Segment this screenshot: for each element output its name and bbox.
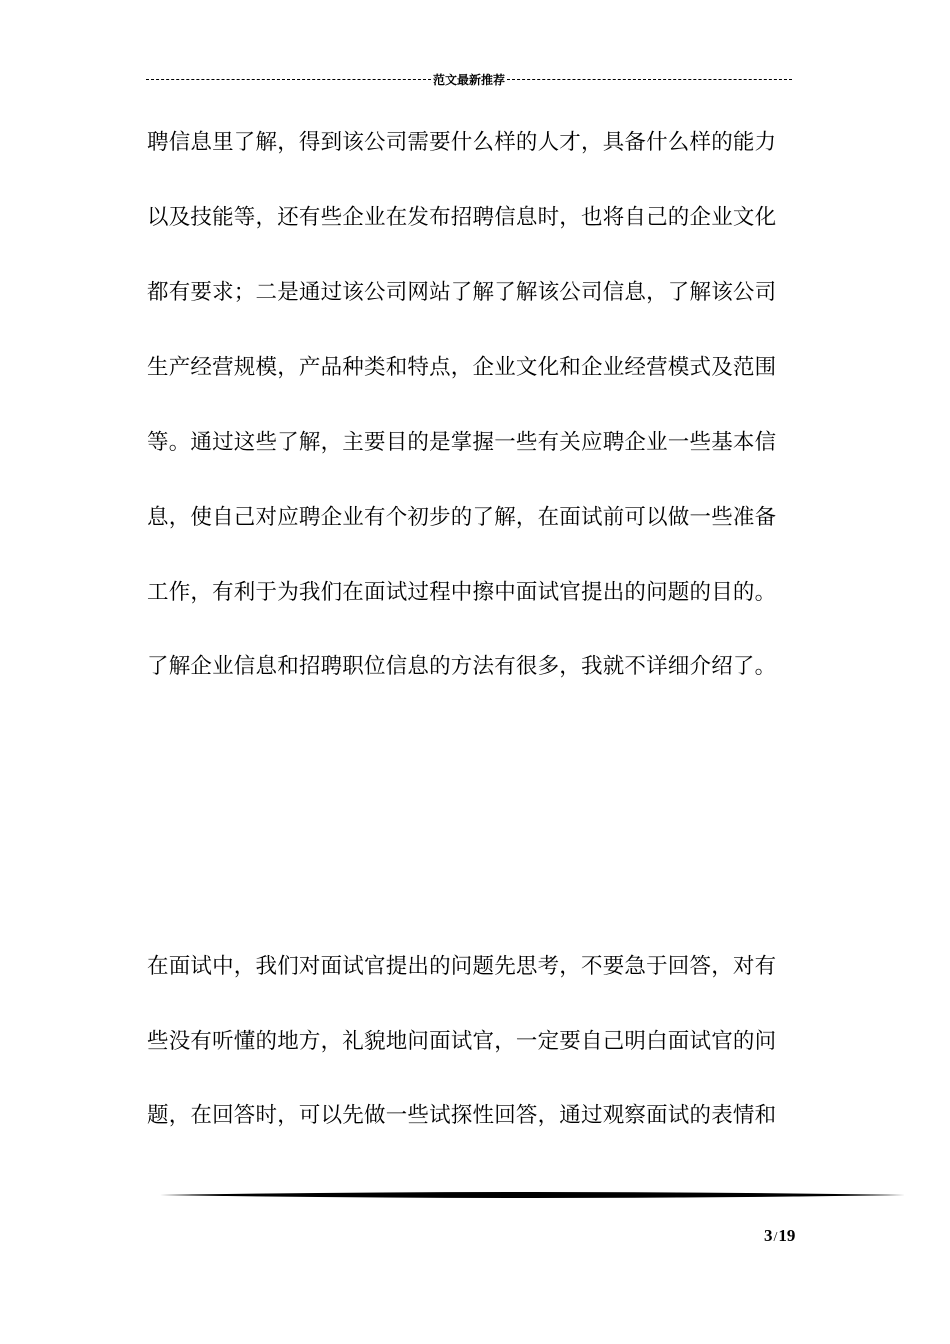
page-header [146, 69, 792, 89]
paragraph-line: 工作，有利于为我们在面试过程中擦中面试官提出的问题的目的。 [147, 580, 777, 605]
header-dash-left [146, 79, 431, 80]
paragraph-line: 等。通过这些了解，主要目的是掌握一些有关应聘企业一些基本信 [147, 430, 777, 455]
page-number [764, 1226, 795, 1246]
paragraph-line: 题，在回答时，可以先做一些试探性回答，通过观察面试的表情和 [147, 1103, 777, 1128]
paragraph-line: 息，使自己对应聘企业有个初步的了解，在面试前可以做一些准备 [147, 505, 777, 530]
paragraph-line: 都有要求；二是通过该公司网站了解了解该公司信息，了解该公司 [147, 280, 777, 305]
paragraph-line: 聘信息里了解，得到该公司需要什么样的人才，具备什么样的能力 [147, 130, 777, 155]
header-title: 范文最新推荐 [433, 72, 506, 87]
paragraph-line: 生产经营规模，产品种类和特点，企业文化和企业经营模式及范围 [147, 355, 777, 380]
paragraph-line: 了解企业信息和招聘职位信息的方法有很多，我就不详细介绍了。 [147, 654, 777, 679]
footer-rule [160, 1190, 905, 1200]
total-pages: 19 [778, 1226, 796, 1245]
paragraph-line: 在面试中，我们对面试官提出的问题先思考，不要急于回答，对有 [147, 954, 777, 979]
page-separator: / [773, 1230, 778, 1245]
paragraph-line: 些没有听懂的地方，礼貌地问面试官，一定要自己明白面试官的问 [147, 1029, 777, 1054]
paragraph-line: 以及技能等，还有些企业在发布招聘信息时，也将自己的企业文化 [147, 205, 777, 230]
current-page: 3 [764, 1226, 773, 1245]
header-dash-right [507, 79, 792, 80]
